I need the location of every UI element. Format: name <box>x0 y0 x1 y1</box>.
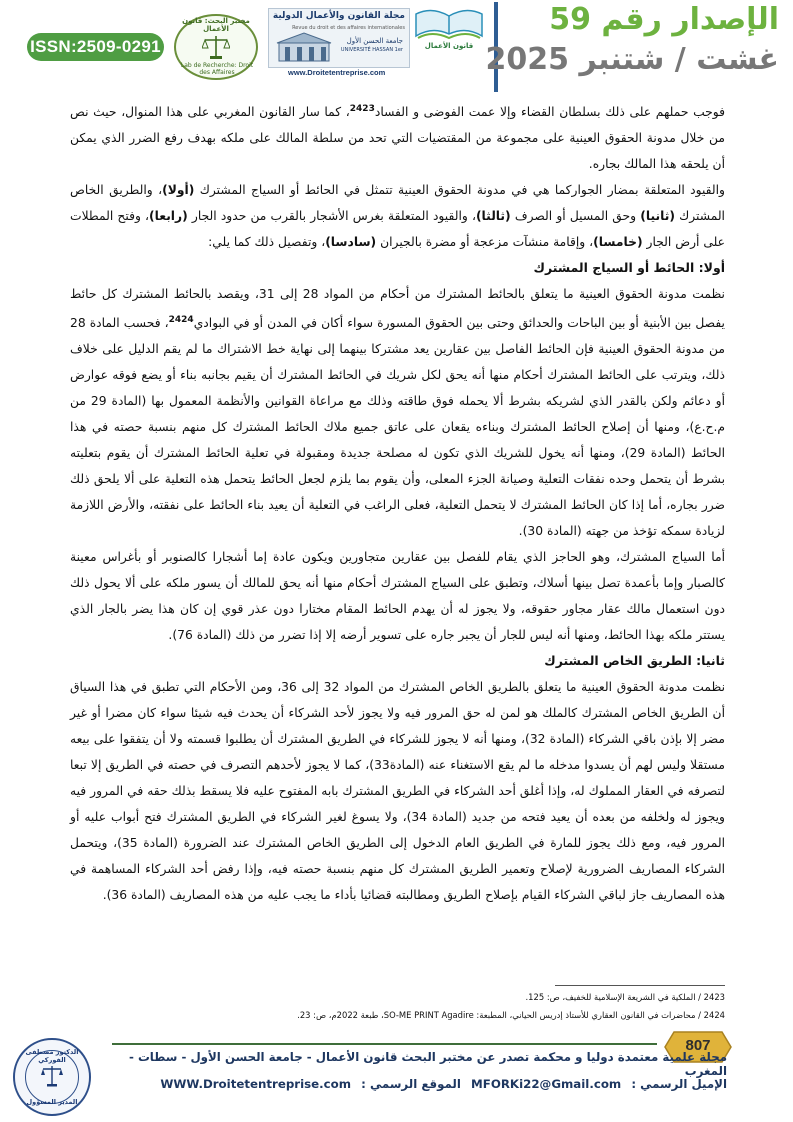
email-link[interactable]: MFORKi22@Gmail.com <box>471 1077 622 1091</box>
university-name-fr: UNIVERSITÉ HASSAN 1er <box>340 47 403 53</box>
text-run: ، فحسب المادة 28 من مدونة الحقوق العينية فإن الحائط الفاصل بين عقارين يعد مشتركا بينهما إلى نهاية خط الاشتراك ما لم يقم الدليل على خلاف ذلك، ويترتب على الحائط المشترك أحكام منها أنه يحق لكل شريك في الحائط المشترك أن يقيم بجانبه بناء أو يضع فوقه عوارض أو دعائم ولكن بالقدر الذي لشريكه بشرط ألا يحمله فوق طاقته وذلك مع مراعاة القوانين والأنظمة المعمول بها (المادة 29 من م.ح.ع)، ومنها أن إصلاح الحائط المشترك وبناءه يقعان على عاتق جميع ملاك الحائط المشترك كل منهم بنسبة حصته في هذا الحائط (المادة 29)، ومنها أنه يخول للشريك الذي تكون له مصلحة جديدة ومقبولة في تعلية الحائط المشترك أن يقوم بتعليته بشرط أن يتحمل وحده نفقات التعلية وصيانة الجزء المعلى، وأن يقوم بما يلزم لجعل الحائط يتحمل هذه التعلية على ألا يلحق ذلك ضرر بجاره، أما إذا كان الحائط المشترك لا يتحمل التعلية، فعلى الراغب في التعلية أن يعيد بناء الحائط على نفقته، والأرض اللازمة لزيادة سمكه تؤخذ من جهته (المادة 30). <box>70 316 725 539</box>
email-label: الإميل الرسمي : <box>631 1077 727 1091</box>
paragraph <box>70 281 725 544</box>
book-logo-label: قانون الأعمال <box>424 42 474 50</box>
article-body <box>70 96 725 908</box>
scales-of-justice-icon <box>202 34 230 60</box>
university-name-ar: جامعة الحسن الأول <box>346 37 403 45</box>
text-run: ، والقيود المتعلقة بغرس الأشجار بالقرب من حدود الجار <box>187 209 476 224</box>
enum-label: (أولا) <box>162 183 195 198</box>
university-building-icon <box>275 31 333 63</box>
enum-label: (سادسا) <box>325 235 377 250</box>
open-book-icon <box>410 8 488 42</box>
paragraph <box>70 96 725 177</box>
page-header <box>0 0 793 96</box>
text-run: والقيود المتعلقة بمضار الجواركما هي في مدونة الحقوق العينية تتمثل في الحائط أو السياج المشترك <box>194 183 725 198</box>
text-run: فوجب حملهم على ذلك بسلطان القضاء وإلا عمت الفوضى و الفساد <box>374 105 725 120</box>
footnotes <box>70 990 725 1026</box>
enum-label: (خامسا) <box>593 235 643 250</box>
header-website: www.Droitetentreprise.com <box>288 68 386 77</box>
text-run: نظمت مدونة الحقوق العينية ما يتعلق بالحائط المشترك من أحكام من المواد 28 إلى 31، ويقصد بالحائط المشترك كل حائط يفصل بين الأبنية أو بين الباحات والحدائق وحتى بين الحقوق المسورة سواء أكان في المدن أو في البوادي <box>70 287 725 331</box>
enum-label: (ثالثا) <box>475 209 511 224</box>
paragraph: أما السياج المشترك، وهو الحاجز الذي يقام للفصل بين عقارين متجاورين ويكون عادة إما أشجارا كالصنوبر أو بأغراس معينة كالصبار وإما بأعمدة تصل بينها أسلاك، وتطبق على السياج المشترك أحكام منها أنه يحق للمالك أن يسور ملكه على ألا يحول ذلك دون استعمال مالك عقار مجاور حقوقه، ولا يجوز له أن يهدم الحائط المقام مختارا دون عذر قوي إن كان هذا يضر بالجار الذي يستتر ملكه بهذا الحائط، ومنها أنه ليس للجار أن يجبر جاره على تسوير أرضه إلا إذا تضرر من ذلك (المادة 76). <box>70 550 725 643</box>
section-heading: ثانيا: الطريق الخاص المشترك <box>544 653 725 669</box>
journal-subtitle: Revue du droit et des affaires internationales <box>292 25 405 31</box>
site-label: الموقع الرسمي : <box>361 1077 461 1091</box>
enum-label: (ثانيا) <box>640 209 675 224</box>
scales-icon <box>41 1064 63 1088</box>
journal-banner <box>268 8 410 68</box>
seal-bottom-text: المدير المسؤول <box>26 1098 78 1106</box>
issue-date: غشت / شتنبر 2025 <box>485 42 779 77</box>
text-run: ، كما سار القانون المغربي على هذا المنوال، حيث نص من خلال مدونة الحقوق العينية على مجموعة من المقتضيات التي تحد من سلطة المالك على ملكه بهدف رفع الضرر الذي يمكن أن يلحقه هذا المالك بجاره. <box>70 105 725 172</box>
lab-logo-ring-text-fr: Lab de Recherche: Droit des Affaires <box>180 62 254 76</box>
footnote-separator <box>555 985 725 986</box>
page-number: 807 <box>685 1037 711 1054</box>
seal-top-text: الدكتور مصطفى الفوركي <box>25 1048 79 1064</box>
text-run: ، وفتح المطلات على أرض الجار <box>70 209 725 250</box>
footnote: 2423 / الملكية في الشريعة الإسلامية للخفيف، ص: 125. <box>525 992 725 1002</box>
enum-label: (رابعا) <box>149 209 188 224</box>
paragraph: نظمت مدونة الحقوق العينية ما يتعلق بالطريق الخاص المشترك من المواد 32 إلى 36، ومن الأحكام التي تطبق في هذا السياق أن الطريق الخاص المشترك كالملك هو لمن له حق المرور فيه ولا يجوز لأحد الشركاء أن يحدث فيه شيئا سواء كان مضرا أو غير مضر إلا بإذن باقي الشركاء (المادة 32)، ومنها أنه لا يجوز للشركاء في الطريق المشترك أن يطلبوا قسمته ولا أن يتفقوا على بيعه مستقلا وليس لهم أن يسدوا مدخله ما لم يقع الاستغناء عنه (المادة33)، كما لا يجوز لأحدهم التصرف في حصته في الطريق إلا تبعا لتصرفه في العقار المملوك له، وإذا أغلق أحد الشركاء في الطريق المشترك بابه المفتوح عليه فلا يسقط بذلك حقه في المرور فيه ويجوز له ولخلفه من بعده أن يعيد فتحه من جديد (المادة 34)، ولا يسوغ لغير الشركاء في الطريق المشترك فتح أبواب عليه أو المرور فيه، ومع ذلك يجوز للمارة في الطريق العام الدخول إلى الطريق الخاص المشترك عند الضرورة (المادة 35)، ويتحمل الشركاء المصاريف الضرورية لإصلاح وتعمير الطريق المشترك كل منهم بنسبة حصته فيه، وإذا رفض أحد الشركاء المساهمة في هذه المصاريف جاز لباقي الشركاء القيام بإصلاح الطريق ومطالبته قضائيا بأداء ما يجب عليه من هذه المصاريف (المادة 36). <box>70 680 725 903</box>
footer-divider <box>112 1043 657 1045</box>
section-heading: أولا: الحائط أو السياج المشترك <box>533 260 725 276</box>
text-run: ، وإقامة منشآت مزعجة أو مضرة بالجيران <box>376 235 594 250</box>
issue-number: الإصدار رقم 59 <box>549 2 779 37</box>
text-run: ، وتفصيل ذلك كما يلي: <box>208 235 326 250</box>
lab-logo <box>174 14 258 80</box>
text-run: وحق المسيل أو الصرف <box>510 209 641 224</box>
journal-title: مجلة القانون والأعمال الدولية <box>272 11 405 21</box>
text-run: ، والطريق الخاص المشترك <box>70 183 725 224</box>
footnote: 2424 / محاضرات في القانون العقاري للأستاذ إدريس الحياني، المطبعة: SO-ME PRINT Agadire، طبعة 2022م، ص: 23. <box>297 1010 725 1020</box>
director-seal <box>13 1038 91 1116</box>
footnote-ref[interactable]: 2424 <box>168 315 194 326</box>
footer-journal-line: مجلة علمية معتمدة دوليا و محكمة تصدر عن مختبر البحث قانون الأعمال - جامعة الحسن الأول - سطات - المغرب <box>128 1050 727 1078</box>
paragraph <box>70 177 725 255</box>
website-link[interactable]: WWW.Droitetentreprise.com <box>160 1077 352 1091</box>
open-book-logo <box>410 8 488 66</box>
issn-badge: ISSN:2509-0291 <box>27 33 164 61</box>
lab-logo-ring-text: مختبر البحث: قانون الأعمال <box>182 17 250 33</box>
footer-contact-line <box>112 1077 727 1091</box>
footnote-ref[interactable]: 2423 <box>349 104 375 114</box>
